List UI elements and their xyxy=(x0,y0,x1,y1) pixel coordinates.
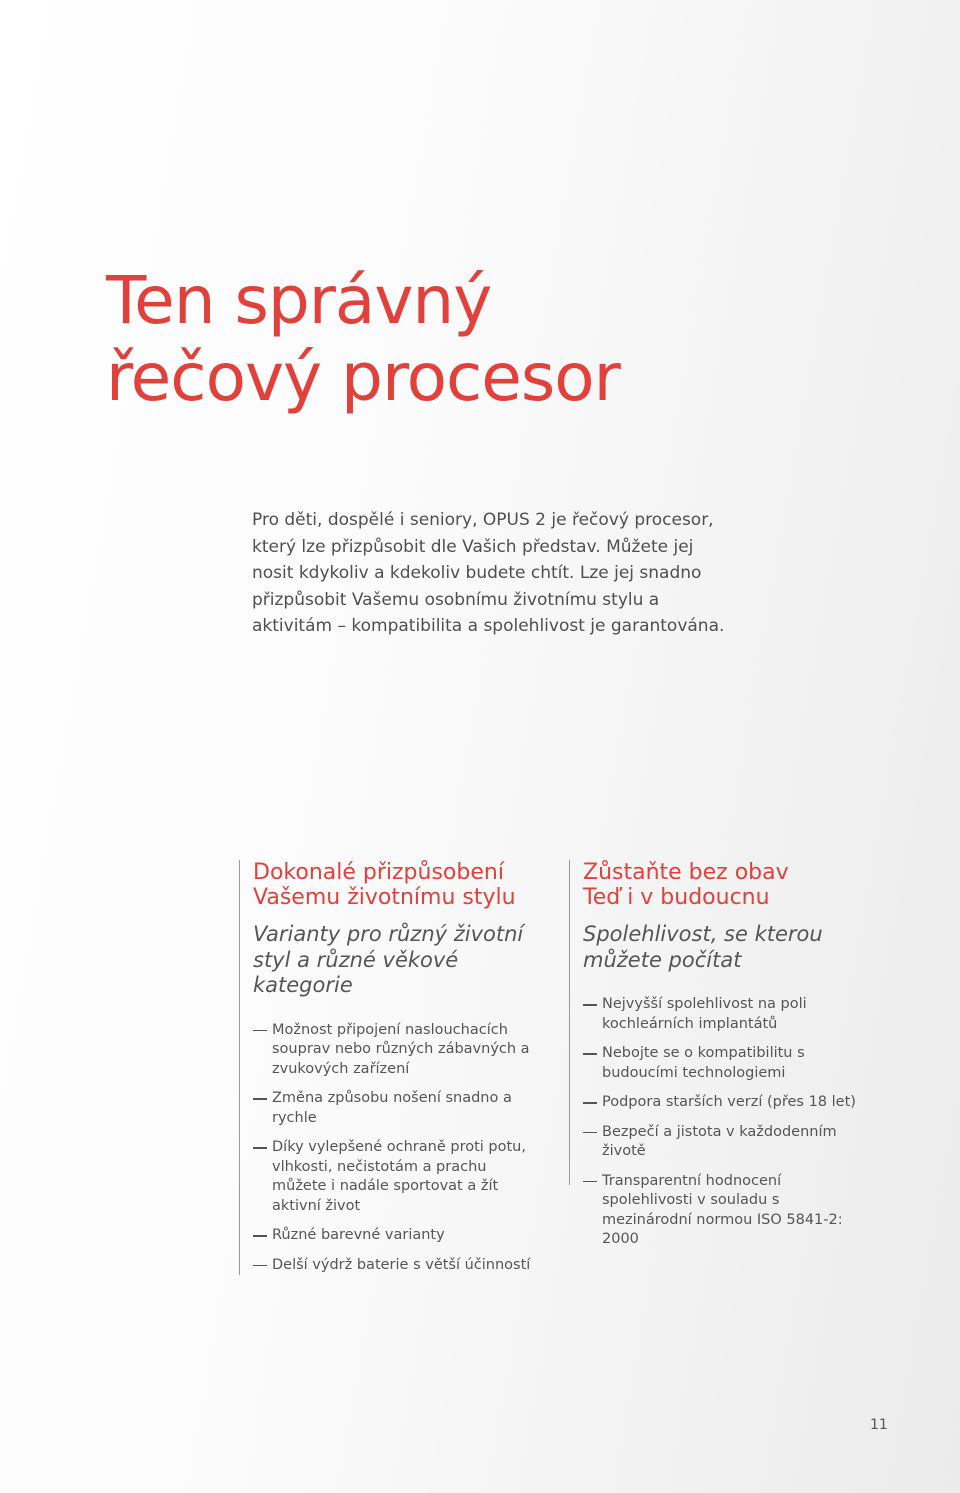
subheading-line: Varianty pro různý životní xyxy=(253,922,524,946)
intro-line: přizpůsobit Vašemu osobnímu životnímu stylu a xyxy=(252,589,660,610)
list-item-line: aktivní život xyxy=(272,1197,361,1214)
list-item xyxy=(583,1093,903,1113)
dash-bullet-icon xyxy=(583,1102,597,1104)
list-item-line: Bezpečí a jistota v každodenním xyxy=(602,1123,837,1140)
dash-bullet-icon xyxy=(583,1181,597,1183)
page-number: 11 xyxy=(870,1417,888,1433)
list-item-line: můžete i nadále sportovat a žít xyxy=(272,1178,499,1194)
intro-line: který lze přizpůsobit dle Vašich představ. Můžete jej xyxy=(252,536,694,557)
intro-line: nosit kdykoliv a kdekoliv budete chtít. Lze jej snadno xyxy=(252,563,702,583)
list-item-line: Změna způsobu nošení snadno a xyxy=(272,1090,512,1106)
right-column xyxy=(569,860,903,1247)
dash-bullet-icon xyxy=(253,1147,267,1149)
heading-line: Teď i v budoucnu xyxy=(583,885,770,910)
list-item xyxy=(253,1021,563,1080)
dash-bullet-icon xyxy=(583,1053,597,1055)
intro-line: aktivitám – kompatibilita a spolehlivost je garantována. xyxy=(252,616,725,636)
list-item xyxy=(253,1089,563,1128)
dash-bullet-icon xyxy=(253,1030,267,1032)
list-item xyxy=(253,1256,563,1276)
subheading-line: můžete počítat xyxy=(583,947,742,972)
list-item-line: Díky vylepšené ochraně proti potu, xyxy=(272,1139,526,1155)
list-item-line: 2000 xyxy=(602,1231,639,1247)
right-bullet-list xyxy=(583,995,903,1250)
subheading-line: styl a různé věkové xyxy=(253,947,459,972)
dash-bullet-icon xyxy=(583,1004,597,1006)
page-title xyxy=(106,262,620,416)
list-item-line: kochleárních implantátů xyxy=(602,1015,778,1032)
list-item-line: Transparentní hodnocení xyxy=(602,1172,782,1189)
list-item-line: Delší výdrž baterie s větší účinností xyxy=(272,1256,531,1273)
left-bullet-list xyxy=(253,1021,563,1276)
list-item xyxy=(253,1226,563,1246)
list-item xyxy=(583,1044,903,1083)
left-column-heading xyxy=(253,860,563,910)
heading-line: Zůstaňte bez obav xyxy=(583,860,789,885)
dash-bullet-icon xyxy=(253,1235,267,1237)
intro-line: Pro děti, dospělé i seniory, OPUS 2 je řečový procesor, xyxy=(252,510,714,530)
list-item-line: spolehlivosti v souladu s xyxy=(602,1192,780,1208)
list-item xyxy=(583,1172,903,1250)
dash-bullet-icon xyxy=(253,1098,267,1100)
intro-paragraph xyxy=(252,507,772,640)
left-column-subheading xyxy=(253,922,563,999)
heading-line: Vašemu životnímu stylu xyxy=(253,885,516,910)
right-column-subheading xyxy=(583,922,903,973)
list-item-line: budoucími technologiemi xyxy=(602,1064,786,1081)
list-item-line: Podpora starších verzí (přes 18 let) xyxy=(602,1094,856,1110)
list-item-line: rychle xyxy=(272,1109,317,1126)
heading-line: Dokonalé přizpůsobení xyxy=(253,860,504,885)
list-item xyxy=(253,1138,563,1216)
dash-bullet-icon xyxy=(253,1265,267,1267)
list-item-line: Možnost připojení naslouchacích xyxy=(272,1021,508,1038)
list-item-line: zvukových zařízení xyxy=(272,1060,410,1077)
page-title-line-1: Ten správný xyxy=(106,262,492,339)
right-column-heading xyxy=(583,860,903,910)
list-item-line: Nejvyšší spolehlivost na poli xyxy=(602,996,807,1012)
list-item-line: Nebojte se o kompatibilitu s xyxy=(602,1045,805,1061)
page-title-line-2: řečový procesor xyxy=(106,339,620,416)
list-item-line: souprav nebo různých zábavných a xyxy=(272,1041,530,1057)
list-item-line: mezinárodní normou ISO 5841-2: xyxy=(602,1211,843,1228)
subheading-line: Spolehlivost, se kterou xyxy=(583,922,823,946)
list-item-line: vlhkosti, nečistotám a prachu xyxy=(272,1158,487,1175)
subheading-line: kategorie xyxy=(253,973,353,997)
dash-bullet-icon xyxy=(583,1132,597,1134)
left-column xyxy=(239,860,563,1275)
list-item-line: Různé barevné varianty xyxy=(272,1227,445,1243)
list-item-line: životě xyxy=(602,1143,646,1159)
list-item xyxy=(583,1123,903,1162)
list-item xyxy=(583,995,903,1034)
